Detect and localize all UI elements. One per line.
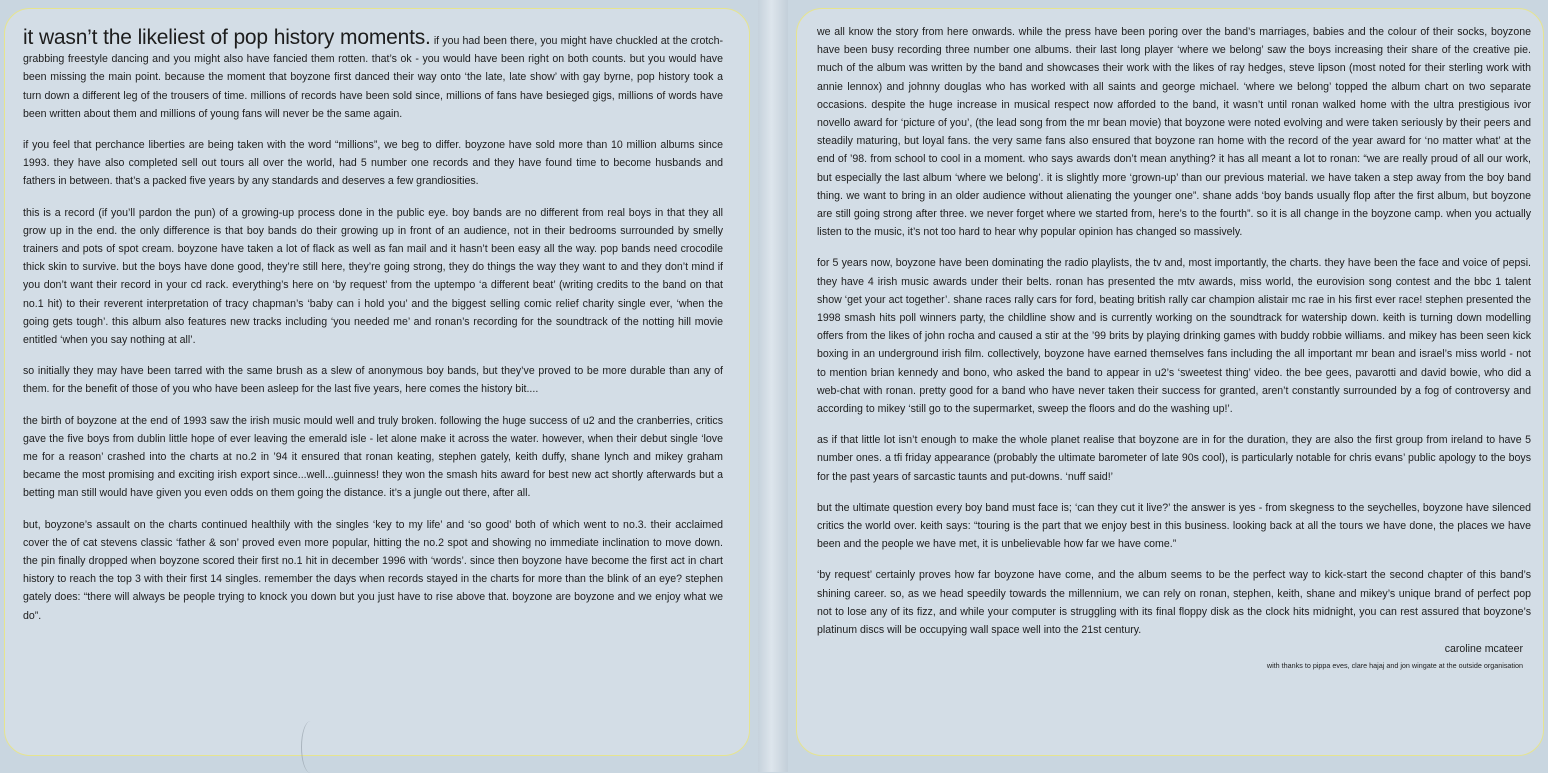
lead-heading: it wasn’t the likeliest of pop history moments. bbox=[23, 26, 431, 49]
right-column bbox=[817, 23, 1531, 671]
left-paragraph-1-text: if you had been there, you might have chuckled at the crotch-grabbing freestyle dancing and you might also have fancied them rotten. that’s ok - you would have been right on both counts. but you would have been missing the main point. because the moment that boyzone first danced their way onto ‘the late, late show’ with gay byrne, pop history took a turn down a different leg of the trousers of time. millions of records have been sold since, millions of fans have besieged gigs, millions of words have been written about them and millions of young fans will never be the same again. bbox=[23, 35, 724, 120]
left-paragraph-2: if you feel that perchance liberties are being taken with the word “millions”, we beg to differ. boyzone have sold more than 10 million albums since 1993. they have also completed sell out tours all over the world, had 5 number one records and they have found time to become husbands and fathers in between. that’s a packed five years by any standards and deserves a few grandiosities. bbox=[23, 139, 723, 188]
left-paragraph-1 bbox=[23, 26, 724, 123]
right-paragraph-4: but the ultimate question every boy band must face is; ‘can they cut it live?’ the answer is yes - from skegness to the seychelles, boyzone have silenced critics the world over. keith says: “touring is the part that we enjoy best in this business. looking back at all the tours we have done, the places we have been and the people we have met, it is unbelievable how far we have come.” bbox=[817, 501, 1531, 551]
left-paragraph-4: so initially they may have been tarred with the same brush as a slew of anonymous boy bands, but they’ve proved to be more durable than any of them. for the benefit of those of you who have been asleep for the last five years, here comes the history bit.... bbox=[23, 365, 723, 396]
left-paragraph-5: the birth of boyzone at the end of 1993 saw the irish music mould well and truly broken. following the huge success of u2 and the cranberries, critics gave the five boys from dublin little hope of ever leaving the emerald isle - let alone make it across the water. however, when their debut single ‘love me for a reason’ crashed into the charts at no.2 in ’94 it ensured that ronan keating, stephen gately, keith duffy, shane lynch and mikey graham became the most promising and exciting irish export since...well...guinness! they won the smash hits award for best new act shortly afterwards but a betting man still would have given you even odds on them going the distance. it’s a jungle out there, after all. bbox=[23, 414, 723, 500]
center-fold bbox=[758, 0, 788, 772]
right-paragraph-1: we all know the story from here onwards. while the press have been poring over the band’s marriages, babies and the colour of their socks, boyzone have been busy recording three number one albums. their last long player ‘where we belong’ saw the boys increasing their share of the creative pie. much of the album was written by the band and showcases their work with the likes of ray hedges, steve lipson (most noted for their sterling work with annie lennox) and johnny douglas who has worked with all saints and george michael. ‘where we belong’ topped the album chart on two separate occasions. despite the huge increase in musical respect now afforded to the band, it wasn’t until ronan walked home with the ultra prestigious ivor novello award for ‘picture of you’, (the lead song from the mr bean movie) that boyzone were noted evolving and were taken seriously by their peers and steadily maturing, but loyal fans. the very same fans also ensured that boyzone ran home with the record of the year award for ‘no matter what’ at the end of ’98. from school to cool in a moment. who says awards don’t mean anything? it has all meant a lot to ronan: “we are really proud of all our work, but especially the last album ‘where we belong’. it is slightly more ‘grown-up’ than our previous material. we have taken a step away from the boy band thing. we want to bring in an older audience without alienating the younger one”. shane adds ‘boy bands usually flop after the first album, but boyzone are still going strong after three. we never forget where we started from, here’s to the fourth”. so it is all change in the boyzone camp. when you actually listen to the music, it’s not too hard to hear why popular opinion has changed so massively. bbox=[817, 26, 1531, 239]
right-paragraph-2: for 5 years now, boyzone have been dominating the radio playlists, the tv and, most importantly, the charts. they have been the face and voice of pepsi. they have 4 irish music awards under their belts. ronan has presented the mtv awards, miss world, the eurovision song contest and the bbc 1 talent show ‘get your act together’. shane races rally cars for ford, beating british rally car champion alistair mc rae in his first ever race! stephen presented the 1998 smash hits poll winners party, the childline show and is currently working on the soundtrack for watership down. keith is turning down modelling offers from the likes of john rocha and caused a stir at the ’99 brits by playing drinking games with buddy robbie williams. and mikey has been seen kick boxing in an underground irish film. collectively, boyzone have earned themselves fans including the all important mr bean and israel’s miss world - not to mention brian kennedy and bono, who asked the band to appear in u2’s ‘sweetest thing’ video. the bee gees, pavarotti and david bowie, who did a web-chat with ronan. pretty good for a band who have never taken their success for granted, aren’t constantly surrounded by a fog of controversy and according to mikey ‘still go to the supermarket, sweep the floors and do the washing up!’. bbox=[817, 257, 1531, 416]
right-paragraph-3: as if that little lot isn’t enough to make the whole planet realise that boyzone are in for the duration, they are also the first group from ireland to have 5 number ones. a tfi friday appearance (probably the ultimate barometer of late 90s cool), is particularly notable for chris evans’ public apology to the boys for the past years of sarcastic taunts and put-downs. ‘nuff said!’ bbox=[817, 434, 1531, 483]
left-paragraph-3: this is a record (if you’ll pardon the pun) of a growing-up process done in the public eye. boy bands are no different from real boys in that they all grow up in the end. the only difference is that boy bands do their growing up in front of an audience, not in their bedrooms surrounded by smelly trainers and pots of spot cream. boyzone have taken a lot of flack as well as fan mail and it hasn’t been easy all the way. pop bands need crocodile thick skin to survive. but the boys have done good, they’re still here, they’re going strong, they do things the way they want to and they don’t mind if you don’t want their record in your cd rack. everything’s here on ‘by request’ from the uptempo ‘a different beat’ (writing credits to the band on that no.1 hit) to their reverent interpretation of tracy chapman’s ‘baby can i hold you’ and the biggest selling comic relief charity single ever, ‘when the going gets tough’. this album also features new tracks including ‘you needed me’ and ronan’s recording for the soundtrack of the notting hill movie entitled ‘when you say nothing at all’. bbox=[23, 206, 723, 347]
right-page bbox=[796, 8, 1544, 756]
left-page bbox=[4, 8, 750, 756]
left-column bbox=[23, 26, 724, 638]
paper-crease bbox=[301, 721, 320, 773]
acknowledgements: with thanks to pippa eves, clare hajaj and jon wingate at the outside organisation bbox=[1266, 661, 1523, 671]
left-paragraph-6: but, boyzone’s assault on the charts continued healthily with the singles ‘key to my life’ and ‘so good’ both of which went to no.3. their acclaimed cover the of cat stevens classic ‘father & son’ proved even more popular, hitting the no.2 spot and showing no immediate inclination to move down. the pin finally dropped when boyzone scored their first no.1 hit in december 1996 with ‘words’. since then boyzone have become the first act in chart history to reach the top 3 with their first 14 singles. remember the days when records stayed in the charts for more than the blink of an eye? stephen gately does: “there will always be people trying to knock you down but you just have to rise above that. boyzone are boyzone and we enjoy what we do”. bbox=[23, 518, 723, 622]
author-signature: caroline mcateer bbox=[1444, 643, 1523, 656]
right-paragraph-5: ‘by request’ certainly proves how far boyzone have come, and the album seems to be the perfect way to kick-start the second chapter of this band’s shining career. so, as we head speedily towards the millennium, we can rely on ronan, stephen, keith, shane and mikey’s unique brand of perfect pop not to lose any of its fizz, and while your computer is struggling with its final floppy disk as the clock hits midnight, you can rest assured that boyzone’s platinum discs will be occupying wall space well into the 21st century. bbox=[817, 569, 1531, 637]
